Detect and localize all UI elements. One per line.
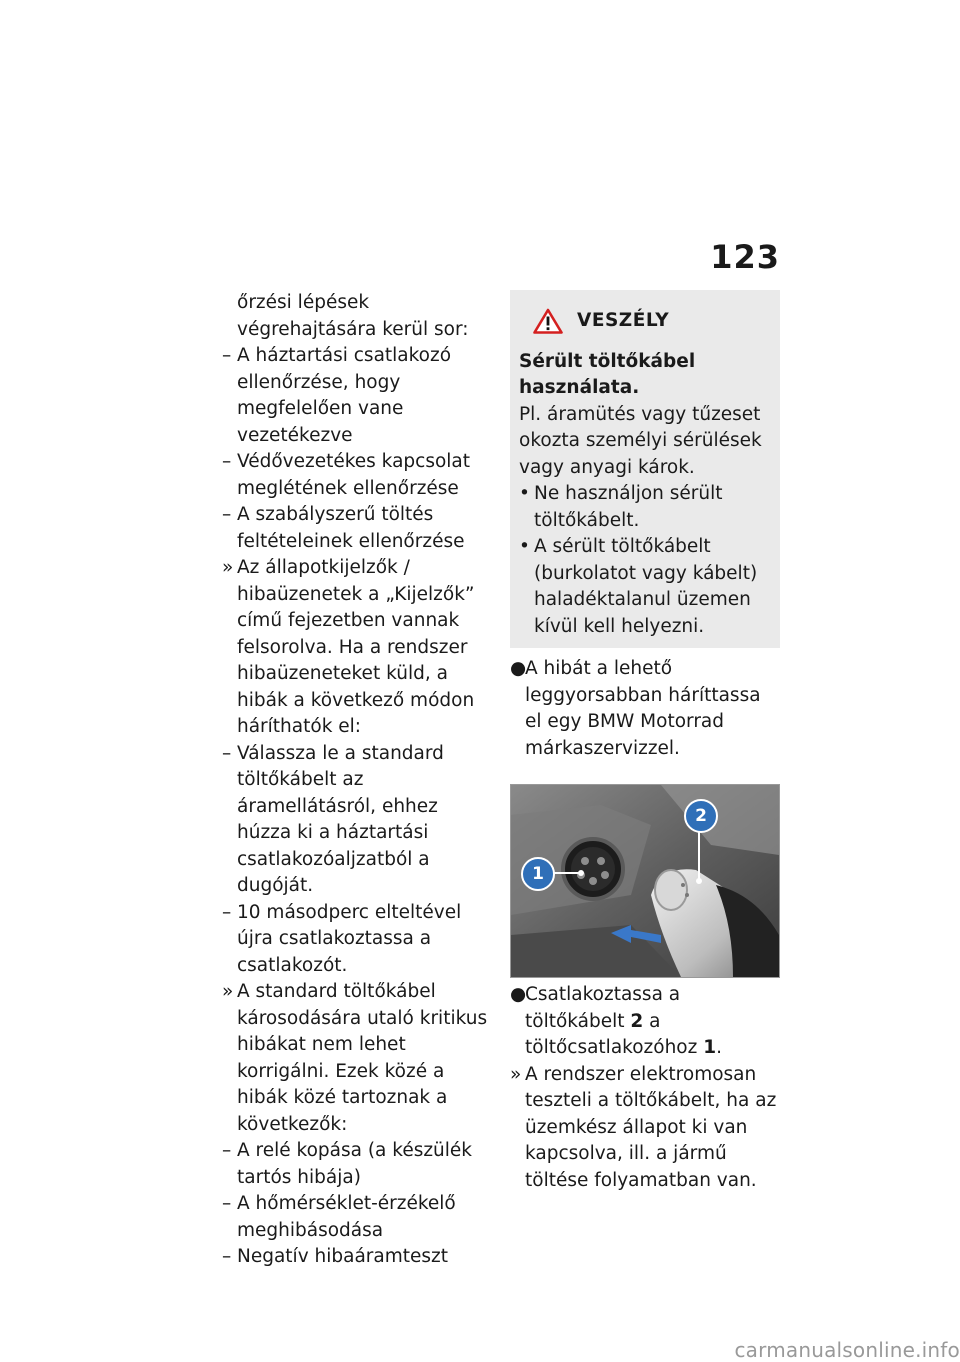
- list-item: » A rendszer elektromosan teszteli a töltőkábelt, ha az üzemkész állapot ki van kapcsolva, ill. a jármű töltése folyamatban van.: [510, 1063, 777, 1191]
- list-item: » Az állapotkijelzők / hibaüzenetek a „Kijelzők” című fejezetben vannak felsorolva. Ha a rendszer hibaüzeneteket küld, a hibák a következő módon háríthatók el:: [222, 557, 475, 737]
- right-column: [510, 290, 780, 1194]
- danger-header: [533, 308, 771, 335]
- callout-2: 2: [684, 799, 718, 833]
- danger-bullet: • A sérült töltőkábelt (burkolatot vagy kábelt) haladéktalanul üzemen kívül kell helyezni.: [519, 536, 758, 637]
- list-item: » A standard töltőkábel károsodására utaló kritikus hibákat nem lehet korrigálni. Ezek közé a hibák közé tartoznak a következők:: [222, 981, 488, 1135]
- list-item: ● A hibát a lehető leggyorsabban háríttassa el egy BMW Motorrad márkaszervizzel.: [510, 658, 761, 759]
- list-item: – A hőmérséklet-érzékelő meghibásodása: [222, 1193, 456, 1241]
- list-item: – 10 másodperc elteltével újra csatlakoztassa a csatlakozót.: [222, 901, 462, 976]
- list-item: – Negatív hibaáramteszt: [222, 1246, 449, 1267]
- list-item: – A relé kopása (a készülék tartós hibája): [222, 1140, 473, 1188]
- list-item: ● Csatlakoztassa a töltőkábelt 2 a töltőcsatlakozóhoz 1.: [510, 984, 722, 1058]
- left-column: [222, 290, 490, 1271]
- list-item: – Védővezetékes kapcsolat meglétének ellenőrzése: [222, 451, 471, 499]
- callout-1: 1: [521, 857, 555, 891]
- watermark: carmanualsonline.info: [734, 1338, 960, 1362]
- danger-heading: Sérült töltőkábel használata.: [519, 350, 696, 398]
- list-item: – A háztartási csatlakozó ellenőrzése, hogy megfelelően vane vezetékezve: [222, 345, 452, 446]
- charging-socket-figure: [510, 784, 780, 978]
- danger-title: VESZÉLY: [577, 310, 670, 331]
- danger-box: [510, 290, 780, 648]
- warning-triangle-icon: [533, 308, 563, 334]
- danger-bullet: • Ne használjon sérült töltőkábelt.: [519, 483, 723, 531]
- list-item: őrzési lépések végrehajtására kerül sor:: [237, 292, 469, 340]
- page-number: 123: [710, 238, 780, 276]
- danger-body: Pl. áramütés vagy tűzeset okozta személyi sérülések vagy anyagi károk.: [519, 403, 762, 478]
- list-item: – Válassza le a standard töltőkábelt az áramellátásról, ehhez húzza ki a háztartási csatlakozóaljzatból a dugóját.: [222, 742, 444, 896]
- list-item: – A szabályszerű töltés feltételeinek ellenőrzése: [222, 504, 465, 552]
